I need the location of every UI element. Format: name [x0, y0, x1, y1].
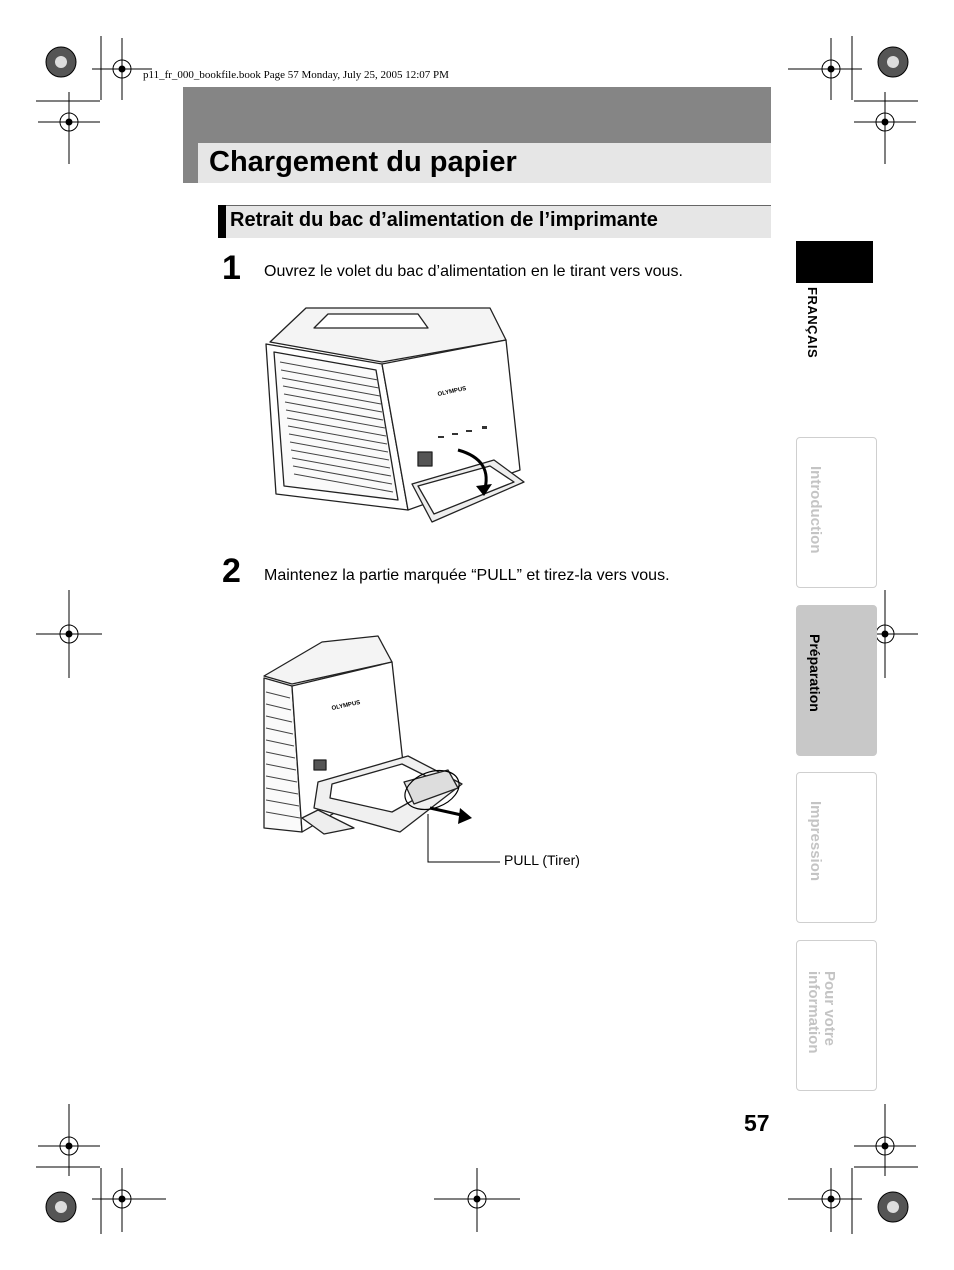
language-marker-block: [796, 241, 873, 283]
step-1-text: Ouvrez le volet du bac d’alimentation en le tirant vers vous.: [264, 263, 683, 280]
brand-label: OLYMPUS: [437, 386, 467, 398]
tab-preparation[interactable]: [796, 605, 877, 756]
language-label: FRANÇAIS: [805, 287, 820, 359]
page-number: 57: [744, 1110, 770, 1136]
step-2-text: Maintenez la partie marquée “PULL” et tirez-la vers vous.: [264, 567, 670, 584]
tab-impression[interactable]: [796, 772, 877, 923]
page-title: Chargement du papier: [209, 146, 517, 178]
tab-introduction-label: Introduction: [807, 466, 824, 554]
tab-pour-votre-information[interactable]: [796, 940, 877, 1091]
print-info-line: p11_fr_000_bookfile.book Page 57 Monday, July 25, 2005 12:07 PM: [143, 69, 449, 81]
brand-label-2: OLYMPUS: [331, 700, 361, 712]
step-2-number: 2: [222, 552, 241, 590]
step-1-number: 1: [222, 249, 241, 287]
tab-impression-label: Impression: [807, 801, 824, 882]
section-title: Retrait du bac d’alimentation de l’imprimante: [230, 209, 658, 231]
printer-pull-tray-figure: [262, 632, 502, 868]
pull-callout-label: PULL (Tirer): [504, 852, 580, 868]
tab-preparation-label: Préparation: [807, 634, 823, 712]
tab-information-label: Pour votre information: [805, 971, 838, 1054]
section-marker: [218, 205, 226, 238]
tab-introduction[interactable]: [796, 437, 877, 588]
printer-open-door-figure: [262, 300, 532, 532]
